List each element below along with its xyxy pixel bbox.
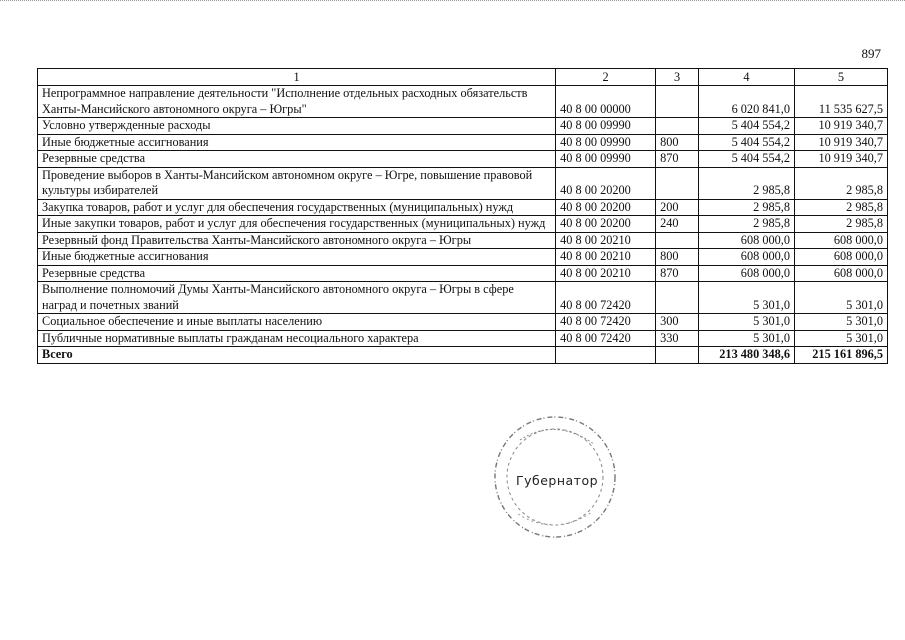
row-name-cell: Закупка товаров, работ и услуг для обеспечения государственных (муниципальных) нужд <box>38 199 556 216</box>
row-value-5-cell: 10 919 340,7 <box>794 118 887 135</box>
row-code-cell: 40 8 00 72420 <box>556 330 656 347</box>
row-code-cell: 40 8 00 72420 <box>556 314 656 331</box>
row-name-cell: Резервные средства <box>38 265 556 282</box>
table-row <box>38 265 888 282</box>
row-value-4-cell: 5 301,0 <box>699 330 795 347</box>
row-code-cell: 40 8 00 09990 <box>556 118 656 135</box>
row-type-cell: 800 <box>656 249 699 266</box>
row-type-cell: 240 <box>656 216 699 233</box>
row-code-cell: 40 8 00 20210 <box>556 249 656 266</box>
row-type-cell: 870 <box>656 265 699 282</box>
row-name-cell: Публичные нормативные выплаты гражданам несоциального характера <box>38 330 556 347</box>
total-empty-cell <box>556 347 656 364</box>
column-header-4: 4 <box>699 69 795 86</box>
row-value-4-cell: 608 000,0 <box>699 232 795 249</box>
column-header-1: 1 <box>38 69 556 86</box>
row-value-4-cell: 2 985,8 <box>699 167 795 199</box>
row-code-cell: 40 8 00 72420 <box>556 282 656 314</box>
row-value-4-cell: 5 404 554,2 <box>699 118 795 135</box>
row-value-5-cell: 5 301,0 <box>794 282 887 314</box>
row-type-cell: 200 <box>656 199 699 216</box>
row-name-cell: Проведение выборов в Ханты-Мансийском автономном округе – Югре, повышение правовой культуры избирателей <box>38 167 556 199</box>
row-name-cell: Условно утвержденные расходы <box>38 118 556 135</box>
seal-label: Губернатор <box>516 473 599 488</box>
row-value-5-cell: 10 919 340,7 <box>794 134 887 151</box>
row-name-cell: Иные закупки товаров, работ и услуг для обеспечения государственных (муниципальных) нужд <box>38 216 556 233</box>
total-value-5-cell: 215 161 896,5 <box>794 347 887 364</box>
table-total-row <box>38 347 888 364</box>
row-name-cell: Резервные средства <box>38 151 556 168</box>
column-header-2: 2 <box>556 69 656 86</box>
row-value-5-cell: 10 919 340,7 <box>794 151 887 168</box>
row-code-cell: 40 8 00 20200 <box>556 167 656 199</box>
column-header-3: 3 <box>656 69 699 86</box>
total-value-4-cell: 213 480 348,6 <box>699 347 795 364</box>
row-value-5-cell: 5 301,0 <box>794 314 887 331</box>
row-value-4-cell: 6 020 841,0 <box>699 86 795 118</box>
row-type-cell: 870 <box>656 151 699 168</box>
scan-edge <box>0 0 905 7</box>
table-row <box>38 249 888 266</box>
total-empty-cell <box>656 347 699 364</box>
table-row <box>38 134 888 151</box>
row-value-5-cell: 11 535 627,5 <box>794 86 887 118</box>
table-row <box>38 167 888 199</box>
row-value-4-cell: 5 404 554,2 <box>699 151 795 168</box>
row-code-cell: 40 8 00 20210 <box>556 232 656 249</box>
row-type-cell <box>656 282 699 314</box>
row-type-cell: 330 <box>656 330 699 347</box>
row-value-5-cell: 5 301,0 <box>794 330 887 347</box>
row-value-4-cell: 5 301,0 <box>699 282 795 314</box>
row-type-cell: 300 <box>656 314 699 331</box>
row-code-cell: 40 8 00 20210 <box>556 265 656 282</box>
table-row <box>38 232 888 249</box>
row-type-cell <box>656 232 699 249</box>
row-name-cell: Социальное обеспечение и иные выплаты населению <box>38 314 556 331</box>
table-row <box>38 151 888 168</box>
row-code-cell: 40 8 00 09990 <box>556 134 656 151</box>
row-code-cell: 40 8 00 00000 <box>556 86 656 118</box>
row-code-cell: 40 8 00 20200 <box>556 199 656 216</box>
row-name-cell: Выполнение полномочий Думы Ханты-Мансийского автономного округа – Югры в сфере наград и почетных званий <box>38 282 556 314</box>
row-value-4-cell: 5 404 554,2 <box>699 134 795 151</box>
table-row <box>38 199 888 216</box>
row-value-5-cell: 2 985,8 <box>794 199 887 216</box>
table-row <box>38 216 888 233</box>
row-type-cell <box>656 167 699 199</box>
row-value-4-cell: 608 000,0 <box>699 249 795 266</box>
row-type-cell: 800 <box>656 134 699 151</box>
table-row <box>38 86 888 118</box>
table-row <box>38 314 888 331</box>
row-code-cell: 40 8 00 20200 <box>556 216 656 233</box>
row-value-4-cell: 5 301,0 <box>699 314 795 331</box>
table-body <box>38 86 888 364</box>
row-value-5-cell: 2 985,8 <box>794 167 887 199</box>
column-header-5: 5 <box>794 69 887 86</box>
row-name-cell: Иные бюджетные ассигнования <box>38 134 556 151</box>
table-header-row <box>38 69 888 86</box>
row-value-4-cell: 608 000,0 <box>699 265 795 282</box>
row-value-4-cell: 2 985,8 <box>699 199 795 216</box>
row-code-cell: 40 8 00 09990 <box>556 151 656 168</box>
table-row <box>38 282 888 314</box>
row-value-4-cell: 2 985,8 <box>699 216 795 233</box>
row-type-cell <box>656 118 699 135</box>
table-row <box>38 118 888 135</box>
row-value-5-cell: 608 000,0 <box>794 232 887 249</box>
row-name-cell: Непрограммное направление деятельности "Исполнение отдельных расходных обязательств Ханты-Мансийского автономного округа – Югры" <box>38 86 556 118</box>
row-name-cell: Иные бюджетные ассигнования <box>38 249 556 266</box>
row-value-5-cell: 608 000,0 <box>794 249 887 266</box>
row-type-cell <box>656 86 699 118</box>
total-label-cell: Всего <box>38 347 556 364</box>
budget-table <box>37 68 888 364</box>
page-number: 897 <box>861 46 881 61</box>
row-value-5-cell: 2 985,8 <box>794 216 887 233</box>
row-name-cell: Резервный фонд Правительства Ханты-Мансийского автономного округа – Югры <box>38 232 556 249</box>
row-value-5-cell: 608 000,0 <box>794 265 887 282</box>
table-row <box>38 330 888 347</box>
